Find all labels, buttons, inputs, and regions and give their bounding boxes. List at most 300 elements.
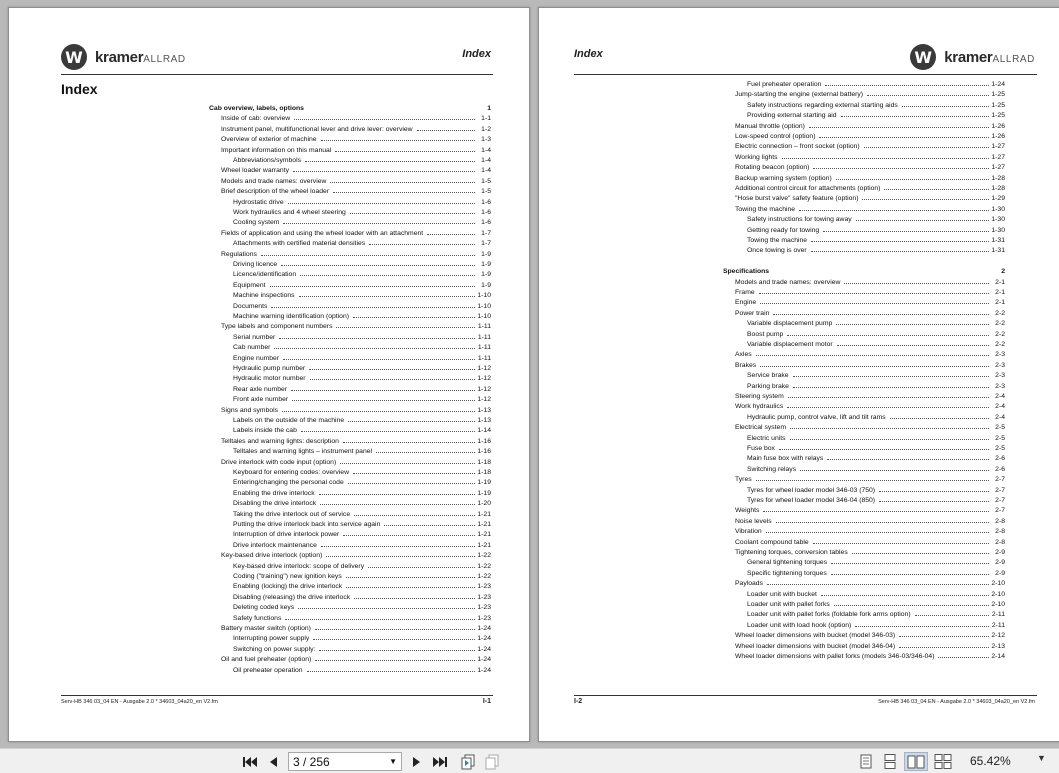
first-page-icon[interactable] (240, 752, 260, 771)
toc-entry-title: Boost pump (747, 330, 784, 338)
toc-dot-leader (813, 538, 989, 544)
toc-entry[interactable] (209, 385, 491, 395)
toc-entry[interactable] (723, 652, 1005, 662)
toc-dot-leader (300, 270, 475, 276)
toc-entry-title: Regulations (221, 250, 257, 258)
toc-entry-title: Disabling the drive interlock (233, 500, 317, 508)
toc-entry[interactable] (209, 302, 491, 312)
toc-entry[interactable] (209, 645, 491, 655)
toc-entry[interactable] (209, 166, 491, 176)
toc-dot-leader (763, 506, 989, 512)
toc-dot-leader (790, 423, 989, 429)
two-page-continuous-icon[interactable] (932, 752, 954, 771)
toc-entry-page: 1-6 (481, 209, 491, 216)
toc-entry-title: Hydraulic pump, control valve, lift and tilt rams (747, 413, 886, 421)
toc-entry-page: 2-3 (995, 382, 1005, 390)
toc-entry[interactable] (209, 468, 491, 478)
chevron-down-icon: ▼ (389, 757, 397, 766)
toc-entry-page: 1-26 (991, 122, 1005, 130)
toc-entry[interactable] (723, 132, 1005, 142)
toc-entry-title: Hydrostatic drive (233, 198, 284, 206)
toc-dot-leader (348, 416, 475, 422)
toc-chapter[interactable] (723, 267, 1005, 277)
toc-entry-page: 1-5 (481, 177, 491, 185)
toc-entry-page: 1-23 (477, 614, 491, 622)
toc-entry[interactable] (209, 354, 491, 364)
toc-entry[interactable] (209, 541, 491, 551)
toc-entry[interactable] (723, 246, 1005, 256)
toc-entry[interactable] (209, 250, 491, 260)
toc-entry-page: 1-29 (991, 195, 1005, 203)
toc-entry-page: 2-8 (995, 528, 1005, 536)
toc-entry-title: Drive interlock maintenance (233, 541, 317, 549)
brand-name: kramer (944, 48, 993, 66)
toc-dot-leader (844, 278, 989, 284)
toc-entry[interactable] (723, 309, 1005, 319)
toc-dot-leader (799, 205, 989, 211)
toc-entry[interactable] (723, 475, 1005, 485)
toc-entry[interactable] (723, 163, 1005, 173)
toc-entry-page: 2-9 (995, 549, 1005, 556)
toc-entry[interactable] (209, 499, 491, 509)
toc-entry[interactable] (723, 538, 1005, 548)
toc-dot-leader (291, 385, 475, 391)
toc-entry-page: 1-6 (481, 219, 491, 227)
toc-entry[interactable] (723, 226, 1005, 236)
toc-entry-title: Switching on power supply: (233, 645, 316, 653)
toc-entry-title: Machine warning identification (option) (233, 313, 349, 320)
toc-chapter[interactable] (209, 104, 491, 114)
toc-dot-leader (283, 218, 475, 224)
toc-entry[interactable] (723, 496, 1005, 506)
toc-entry-title: Working lights (735, 153, 778, 161)
toc-entry-page: 1-24 (477, 666, 491, 674)
toc-entry-title: Getting ready for towing (747, 226, 820, 234)
toc-dot-leader (346, 572, 475, 578)
toc-entry-title: Key-based drive interlock: scope of delivery (233, 562, 365, 570)
toc-entry[interactable] (723, 569, 1005, 579)
toc-entry[interactable] (209, 312, 491, 322)
toc-entry-title: Steering system (735, 393, 784, 400)
toc-dot-leader (319, 489, 475, 495)
toc-dot-leader (285, 614, 475, 620)
toc-dot-leader (368, 562, 475, 568)
toc-entry[interactable] (209, 655, 491, 665)
toc-entry-title: Enabling (locking) the drive interlock (233, 583, 343, 591)
toc-entry-title: Tyres for wheel loader model 346-04 (850) (747, 497, 876, 504)
toc-entry-page: 1-7 (481, 240, 491, 248)
toc-entry-title: Hydraulic motor number (233, 375, 306, 383)
toc-entry-page: 2-11 (991, 611, 1005, 619)
toc-dot-leader (773, 267, 989, 273)
toc-entry-page: 1-16 (477, 448, 491, 456)
toc-dot-leader (271, 302, 475, 308)
toc-entry[interactable] (723, 80, 1005, 90)
toc-entry[interactable] (723, 350, 1005, 360)
toc-entry[interactable] (723, 153, 1005, 163)
toc-entry[interactable] (209, 291, 491, 301)
toc-dot-leader (353, 312, 475, 318)
next-page-icon[interactable] (408, 752, 426, 771)
toc-dot-leader (809, 122, 989, 128)
toc-entry-page: 1-19 (477, 489, 491, 497)
toc-entry-page: 1-26 (991, 133, 1005, 140)
page-number-value: 3 / 256 (293, 754, 330, 769)
two-page-view-icon[interactable] (904, 752, 928, 771)
toc-entry[interactable] (723, 434, 1005, 444)
toc-entry[interactable] (209, 437, 491, 447)
toc-entry-page: 2-4 (995, 393, 1005, 400)
prev-page-icon[interactable] (264, 752, 282, 771)
toc-entry-title: Telltales and warning lights – instrument panel (233, 448, 373, 456)
toc-entry-title: Variable displacement motor (747, 341, 833, 348)
toc-entry[interactable] (723, 423, 1005, 433)
page-number-select[interactable] (288, 752, 402, 771)
toc-entry-page: 1-1 (481, 115, 491, 123)
toc-entry-title: Labels inside the cab (233, 427, 297, 435)
toc-entry-page: 1-23 (477, 593, 491, 601)
toc-dot-leader (779, 444, 989, 450)
toc-entry[interactable] (209, 478, 491, 488)
toc-entry-title: Models and trade names: overview (221, 177, 327, 185)
toc-entry-page: 1-27 (991, 153, 1005, 161)
toc-entry[interactable] (209, 208, 491, 218)
toc-entry-title: Engine number (233, 354, 280, 362)
toc-entry-page: 1-31 (991, 247, 1005, 255)
toc-entry[interactable] (723, 142, 1005, 152)
toc-entry[interactable] (723, 392, 1005, 402)
toc-entry-page: 2-14 (991, 653, 1005, 660)
toc-entry-page: 2-5 (995, 434, 1005, 442)
toc-entry-title: Loader unit with pallet forks (foldable fork arms option) (747, 611, 911, 619)
toc-dot-leader (938, 652, 989, 658)
toc-entry-title: Keyboard for entering codes: overview (233, 469, 349, 476)
toc-entry-title: Oil and fuel preheater (option) (221, 656, 312, 664)
toc-entry-title: Safety instructions for towing away (747, 216, 852, 224)
toc-entry-page: 1-3 (481, 136, 491, 144)
zoom-level[interactable]: 65.42% (970, 754, 1011, 768)
header-title: Index (462, 48, 491, 60)
toc-entry-page: 2-10 (991, 601, 1005, 608)
toc-entry[interactable] (723, 298, 1005, 308)
toc-entry[interactable] (723, 101, 1005, 111)
footer-page-number: I-1 (482, 698, 491, 705)
toc-entry-page: 1-23 (477, 604, 491, 612)
toc-dot-leader (298, 603, 475, 609)
toc-dot-leader (313, 634, 475, 640)
toc-dot-leader (825, 80, 989, 86)
toc-entry[interactable] (209, 510, 491, 520)
toc-entry[interactable] (723, 371, 1005, 381)
toc-entry[interactable] (209, 593, 491, 603)
toc-entry[interactable] (723, 111, 1005, 121)
toc-entry[interactable] (209, 666, 491, 676)
toc-entry[interactable] (209, 572, 491, 582)
toc-entry[interactable] (209, 634, 491, 644)
toc-entry[interactable] (209, 447, 491, 457)
toc-entry-page: 2-3 (995, 361, 1005, 369)
toc-entry-page: 1-10 (477, 292, 491, 300)
toc-entry[interactable] (209, 406, 491, 416)
zoom-chevron-down-icon[interactable]: ▼ (1037, 753, 1046, 763)
toc-entry-page: 1-9 (481, 250, 491, 258)
toc-entry-page: 2-1 (995, 289, 1005, 296)
toc-dot-leader (350, 208, 475, 214)
toc-entry-title: Type labels and component numbers (221, 323, 333, 331)
toc-dot-leader (299, 291, 475, 297)
toc-entry[interactable] (209, 343, 491, 353)
toc-entry-title: Cooling system (233, 219, 280, 227)
toc-dot-leader (309, 364, 475, 370)
toc-entry[interactable] (209, 614, 491, 624)
toc-entry[interactable] (209, 603, 491, 613)
toc-dot-leader (836, 174, 989, 180)
page-forward-icon[interactable] (482, 752, 502, 771)
toc-entry-page: 1-19 (477, 479, 491, 487)
toc-entry-title: Low-speed control (option) (735, 133, 816, 140)
toc-entry-title: Fields of application and using the wheel loader with an attachment (221, 229, 424, 237)
toc-entry-page: 2-3 (995, 372, 1005, 380)
toc-entry[interactable] (209, 177, 491, 187)
toc-entry[interactable] (209, 114, 491, 124)
toc-dot-leader (282, 406, 475, 412)
toc-spacer (723, 257, 1005, 267)
toc-entry[interactable] (723, 454, 1005, 464)
toc-entry[interactable] (209, 281, 491, 291)
toc-entry-page: 2-2 (995, 309, 1005, 317)
toc-entry[interactable] (723, 288, 1005, 298)
toc-entry-title: Disabling (releasing) the drive interlock (233, 593, 351, 601)
toc-entry[interactable] (723, 527, 1005, 537)
toc-entry[interactable] (723, 465, 1005, 475)
toc-entry-title: Entering/changing the personal code (233, 479, 344, 487)
toc-dot-leader (346, 582, 475, 588)
toc-entry[interactable] (209, 489, 491, 499)
toc-dot-leader (767, 579, 989, 585)
toc-dot-leader (879, 486, 989, 492)
toc-entry[interactable] (209, 530, 491, 540)
toc-entry[interactable] (209, 364, 491, 374)
toc-entry[interactable] (723, 506, 1005, 516)
toc-dot-leader (787, 330, 989, 336)
toc-entry[interactable] (723, 486, 1005, 496)
toc-entry[interactable] (209, 374, 491, 384)
toc-entry[interactable] (723, 184, 1005, 194)
toc-entry[interactable] (209, 260, 491, 270)
toc-entry-page: 1-24 (477, 656, 491, 664)
toc-entry-title: Coolant compound table (735, 538, 809, 546)
toc-entry[interactable] (209, 198, 491, 208)
toc-entry[interactable] (723, 174, 1005, 184)
toc-entry-title: Oil preheater operation (233, 666, 303, 674)
toc-entry[interactable] (723, 590, 1005, 600)
toc-entry-title: Brakes (735, 361, 757, 369)
toc-entry[interactable] (723, 558, 1005, 568)
toc-entry[interactable] (209, 135, 491, 145)
toc-entry[interactable] (209, 426, 491, 436)
toc-entry-title: Power train (735, 309, 770, 317)
toc-entry[interactable] (723, 382, 1005, 392)
toc-dot-leader (330, 177, 475, 183)
footer-rule (61, 695, 493, 696)
toc-dot-leader (766, 527, 989, 533)
toc-entry-title: Engine (735, 299, 757, 307)
toc-entry-title: Interrupting power supply (233, 635, 310, 643)
toc-entry[interactable] (209, 395, 491, 405)
toc-entry[interactable] (209, 520, 491, 530)
toc-entry-title: Payloads (735, 580, 763, 588)
last-page-icon[interactable] (430, 752, 450, 771)
toc-entry-page: 1-24 (477, 625, 491, 632)
toc-entry-page: 1-4 (481, 146, 491, 154)
toc-dot-leader (343, 437, 475, 443)
toc-entry[interactable] (209, 146, 491, 156)
page-back-icon[interactable] (458, 752, 478, 771)
toc-dot-leader (790, 434, 989, 440)
toc-entry-page: 1-23 (477, 583, 491, 591)
toc-entry-page: 1-13 (477, 406, 491, 414)
toc-dot-leader (831, 569, 989, 575)
toc-entry[interactable] (723, 122, 1005, 132)
toc-entry-page: 1-24 (477, 635, 491, 643)
toc-entry-title: Providing external starting aid (747, 112, 837, 120)
toc-entry-page: 1-6 (481, 198, 491, 206)
continuous-view-icon[interactable] (880, 752, 900, 771)
toc-entry[interactable] (723, 361, 1005, 371)
toc-entry-page: 1-2 (481, 125, 491, 133)
toc-dot-leader (274, 343, 475, 349)
toc-entry-page: 1-20 (477, 500, 491, 508)
toc-entry[interactable] (723, 642, 1005, 652)
toc-entry-title: Fuse box (747, 445, 775, 452)
toc-entry-title: Additional control circuit for attachments (option) (735, 185, 881, 192)
toc-entry[interactable] (209, 229, 491, 239)
toc-dot-leader (831, 558, 989, 564)
toc-entry[interactable] (209, 562, 491, 572)
toc-dot-leader (823, 226, 989, 232)
toc-entry[interactable] (723, 236, 1005, 246)
toc-dot-leader (336, 322, 475, 328)
header-rule (61, 74, 493, 75)
toc-entry[interactable] (209, 270, 491, 280)
toc-entry[interactable] (209, 239, 491, 249)
toc-entry-page: 1-30 (991, 226, 1005, 234)
toc-entry[interactable] (723, 402, 1005, 412)
toc-entry[interactable] (723, 600, 1005, 610)
toc-entry-page: 2-7 (995, 497, 1005, 504)
toc-dot-leader (915, 610, 989, 616)
toc-entry-title: Rotating beacon (option) (735, 164, 810, 172)
toc-entry[interactable] (209, 156, 491, 166)
toc-entry-page: 1-21 (477, 521, 491, 528)
toc-entry-title: Putting the drive interlock back into service again (233, 521, 381, 528)
toc-entry-title: Battery master switch (option) (221, 625, 311, 632)
toc-entry-page: 2-12 (991, 632, 1005, 640)
toc-entry-page: 1-22 (477, 562, 491, 570)
toc-dot-leader (867, 90, 989, 96)
toc-dot-leader (301, 426, 475, 432)
toc-entry[interactable] (723, 444, 1005, 454)
toc-dot-leader (776, 517, 989, 523)
toc-entry[interactable] (209, 458, 491, 468)
toc-entry[interactable] (723, 548, 1005, 558)
single-page-view-icon[interactable] (856, 752, 876, 771)
toc-entry-title: Specific tightening torques (747, 569, 827, 577)
toc-entry-title: Attachments with certified material densities (233, 240, 366, 248)
toc-dot-leader (760, 298, 989, 304)
toc-dot-leader (811, 246, 989, 252)
toc-entry-page: 1-13 (477, 417, 491, 424)
toc-entry-title: "Hose burst valve" safety feature (option) (735, 195, 859, 203)
toc-dot-leader (856, 215, 989, 221)
toc-entry-title: Work hydraulics (735, 403, 784, 411)
toc-entry[interactable] (209, 582, 491, 592)
toc-entry-page: 1-10 (477, 313, 491, 320)
toc-entry[interactable] (209, 187, 491, 197)
toc-entry-title: Once towing is over (747, 247, 807, 255)
toc-entry-title: Tightening torques, conversion tables (735, 549, 848, 556)
toc-entry-title: Models and trade names: overview (735, 278, 841, 286)
toc-entry[interactable] (723, 413, 1005, 423)
toc-entry-page: 1-4 (481, 157, 491, 164)
toc-entry[interactable] (209, 125, 491, 135)
toc-entry[interactable] (723, 340, 1005, 350)
toc-entry-title: Tyres (735, 476, 752, 484)
toc-entry[interactable] (723, 194, 1005, 204)
toc-dot-leader (376, 447, 475, 453)
toc-dot-leader (343, 530, 475, 536)
toc-entry[interactable] (209, 416, 491, 426)
toc-dot-leader (821, 590, 989, 596)
toc-entry[interactable] (209, 333, 491, 343)
toc-dot-leader (827, 454, 989, 460)
toc-entry[interactable] (723, 621, 1005, 631)
toc-dot-leader (864, 142, 989, 148)
toc-entry-page: 1-18 (477, 458, 491, 466)
toc-entry-title: Telltales and warning lights: description (221, 437, 339, 445)
toc-entry[interactable] (209, 218, 491, 228)
toc-entry-title: Specifications (723, 268, 770, 276)
toc-dot-leader (315, 655, 475, 661)
toc-entry[interactable] (209, 551, 491, 561)
toc-entry[interactable] (723, 517, 1005, 527)
toc-entry-page: 2-8 (995, 517, 1005, 525)
toc-entry-title: Machine inspections (233, 292, 295, 300)
toc-entry-page: 2-7 (995, 507, 1005, 515)
toc-entry[interactable] (723, 610, 1005, 620)
toc-dot-leader (759, 288, 989, 294)
page-right (538, 7, 1059, 742)
toc-entry[interactable] (723, 205, 1005, 215)
toc-entry-title: Important information on this manual (221, 146, 332, 154)
toc-entry[interactable] (723, 330, 1005, 340)
toc-entry[interactable] (723, 579, 1005, 589)
toc-entry-title: Wheel loader dimensions with bucket (model 346-04) (735, 642, 896, 650)
toc-entry[interactable] (209, 624, 491, 634)
toc-entry[interactable] (723, 215, 1005, 225)
toc-entry-title: Vibration (735, 528, 762, 536)
toc-dot-leader (836, 319, 989, 325)
toc-entry[interactable] (723, 278, 1005, 288)
toc-entry[interactable] (723, 90, 1005, 100)
toc-entry[interactable] (723, 319, 1005, 329)
toc-dot-leader (884, 184, 989, 190)
toc-entry-title: Coding ("training") new ignition keys (233, 573, 342, 580)
toc-entry-title: Deleting coded keys (233, 604, 295, 612)
toc-entry[interactable] (723, 631, 1005, 641)
toc-dot-leader (293, 166, 475, 172)
toc-entry[interactable] (209, 322, 491, 332)
